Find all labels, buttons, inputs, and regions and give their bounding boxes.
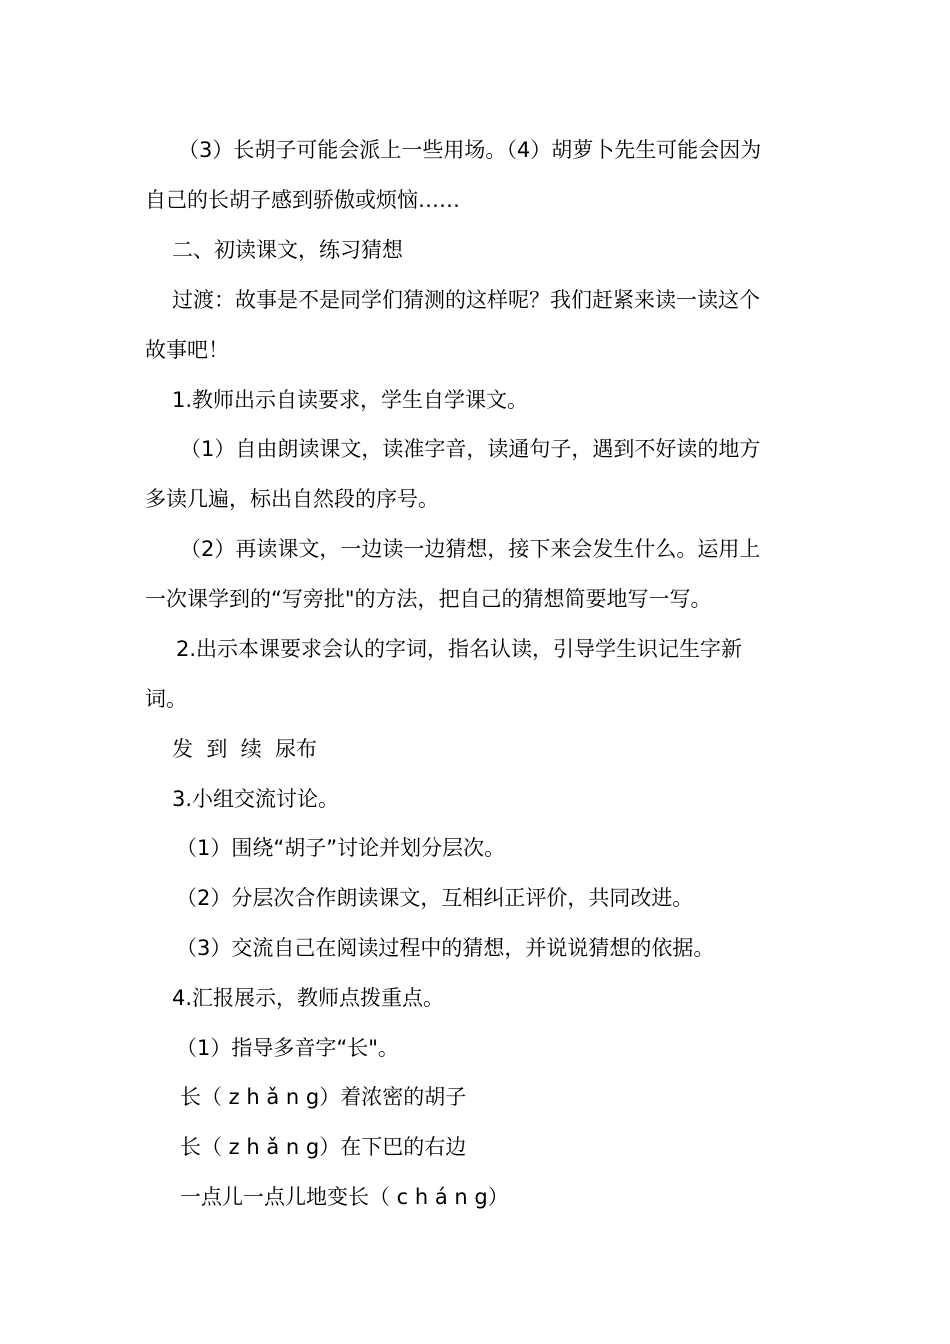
text-line: 4.汇报展示，教师点拨重点。: [172, 986, 445, 1010]
text-line: 一次课学到的“写旁批"的方法，把自己的猜想简要地写一写。: [145, 587, 712, 611]
text-line: （1）围绕“胡子”讨论并划分层次。: [176, 836, 506, 860]
pinyin-example: 一点儿一点儿地变长（ c h á n g）: [180, 1185, 509, 1209]
text-line: 过渡：故事是不是同学们猜测的这样呢？我们赶紧来读一读这个: [172, 288, 760, 312]
text-line: （3）交流自己在阅读过程中的猜想，并说说猜想的依据。: [176, 936, 715, 960]
text-line: 多读几遍，标出自然段的序号。: [145, 487, 439, 511]
text-line: 1.教师出示自读要求，学生自学课文。: [172, 388, 529, 412]
text-line: 2.出示本课要求会认的字词，指名认读，引导学生识记生字新: [176, 637, 743, 661]
text-line: 词。: [145, 687, 187, 711]
text-line: （1）自由朗读课文，读准字音，读通句子，遇到不好读的地方: [180, 437, 761, 461]
text-line: （3）长胡子可能会派上一些用场。（4）胡萝卜先生可能会因为: [178, 138, 762, 162]
pinyin-example: 长（ z h ǎ n g）着浓密的胡子: [180, 1085, 467, 1109]
text-line: （2）再读课文，一边读一边猜想，接下来会发生什么。运用上: [180, 537, 761, 561]
text-line: 故事吧！: [145, 338, 229, 362]
text-line: 3.小组交流讨论。: [172, 787, 340, 811]
text-line: 自己的长胡子感到骄傲或烦恼……: [145, 188, 460, 212]
text-line: （1）指导多音字“长"。: [176, 1036, 399, 1060]
vocabulary-line: 发 到 续 尿布: [172, 737, 318, 761]
pinyin-example: 长（ z h ǎ n g）在下巴的右边: [180, 1135, 467, 1159]
text-line: （2）分层次合作朗读课文，互相纠正评价，共同改进。: [176, 886, 694, 910]
section-heading: 二、初读课文，练习猜想: [172, 238, 403, 262]
